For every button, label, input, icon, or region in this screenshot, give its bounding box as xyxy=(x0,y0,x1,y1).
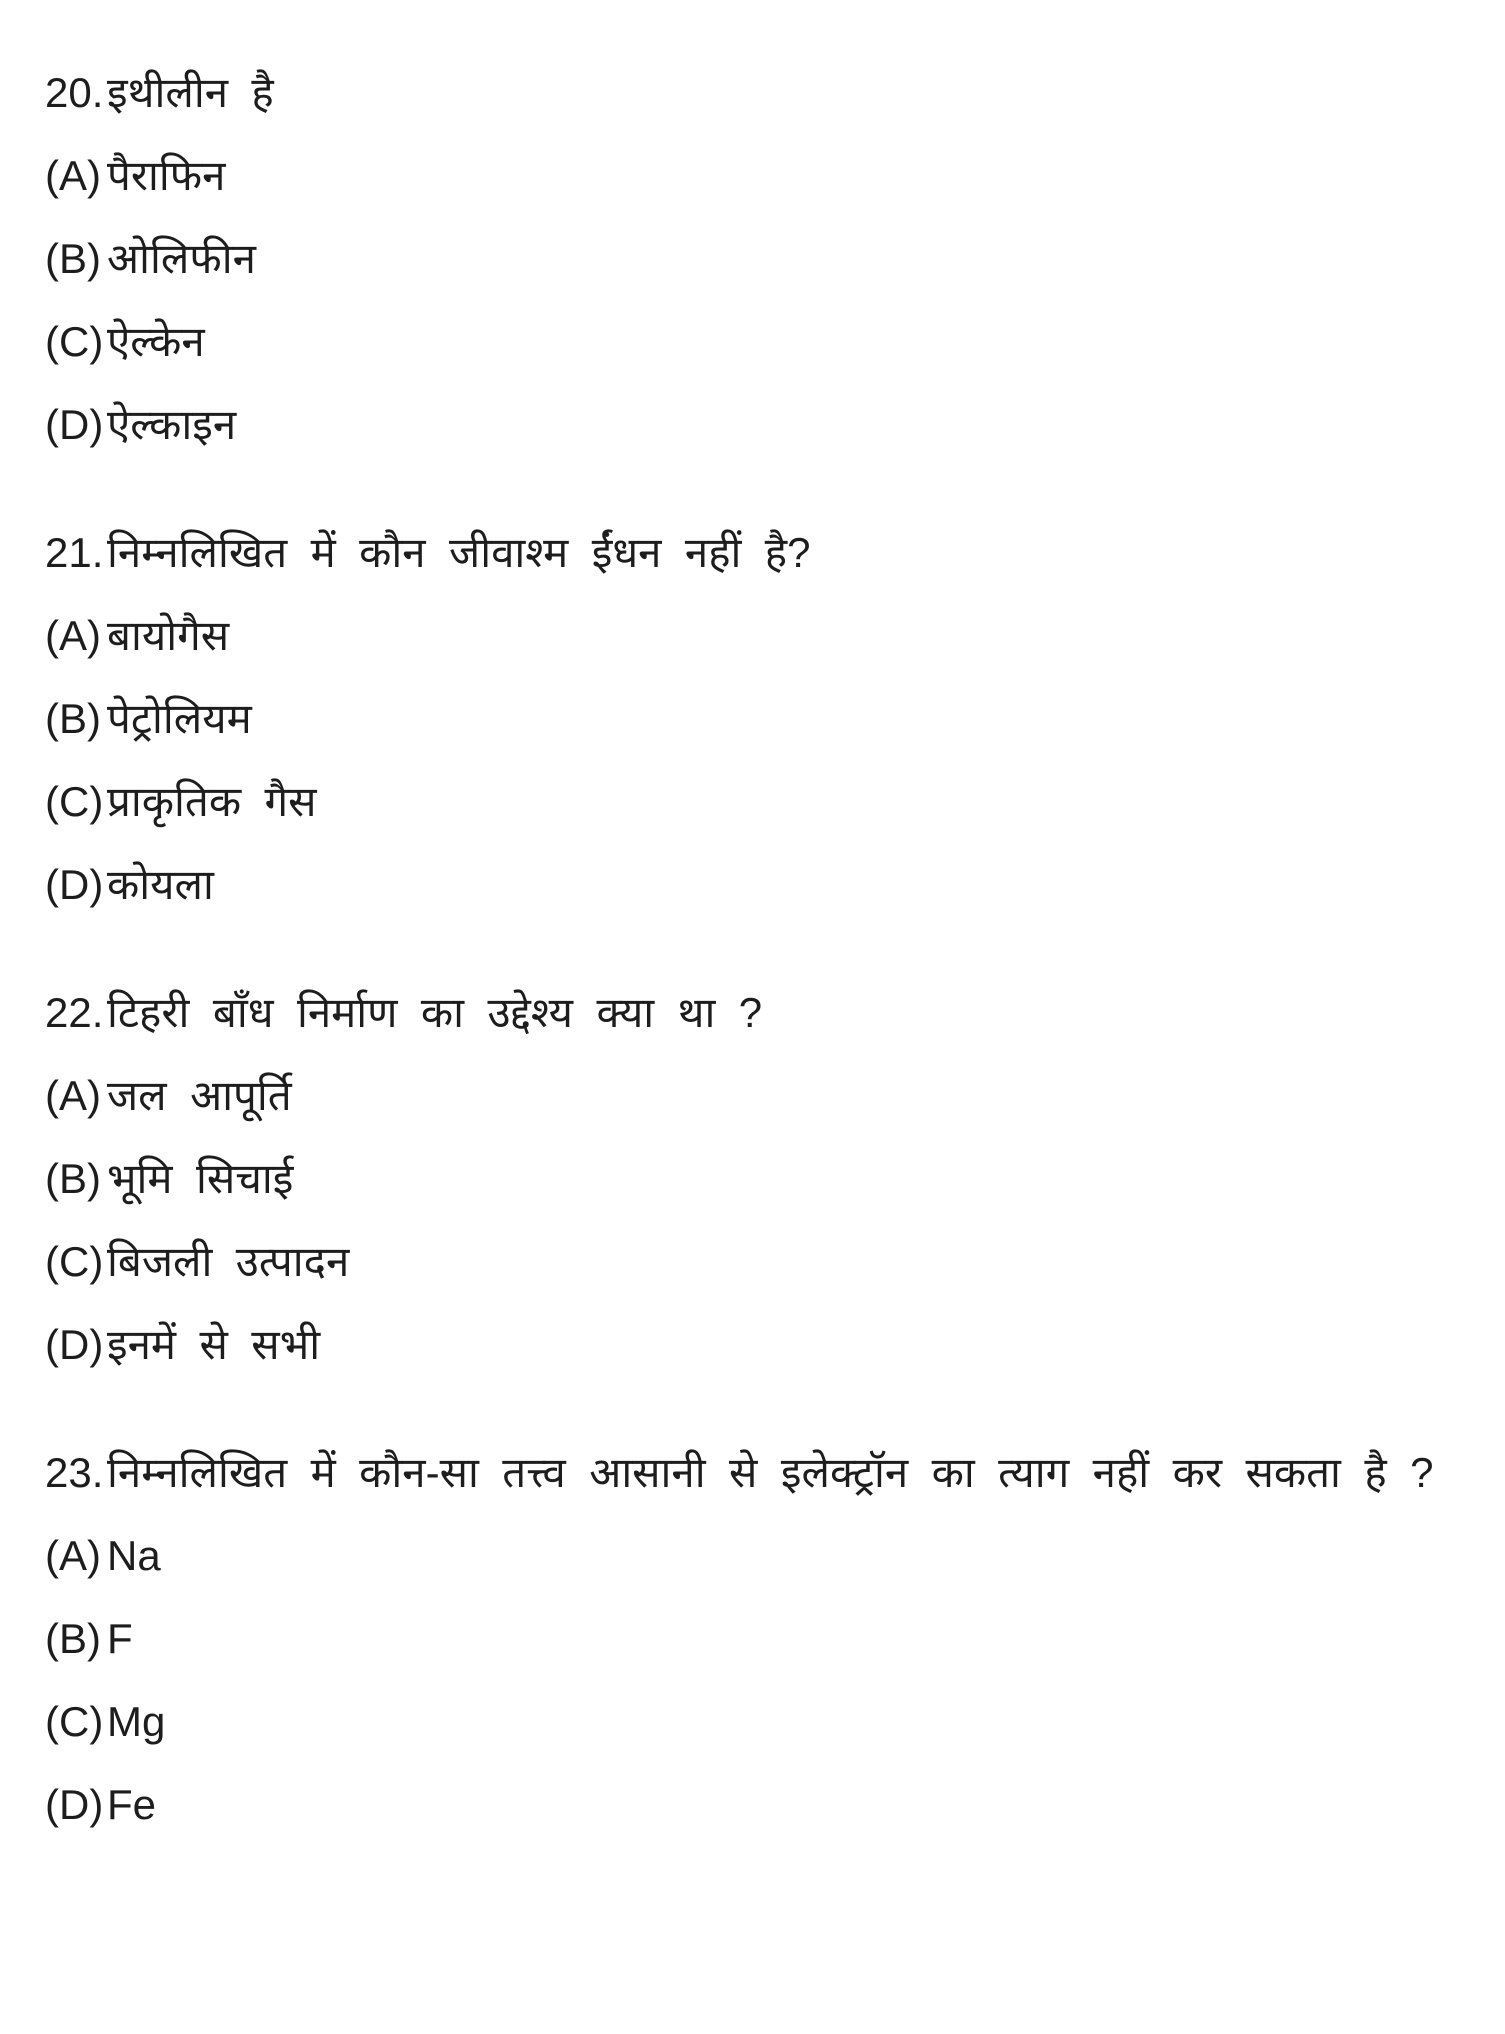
option-text: पेट्रोलियम xyxy=(107,695,252,742)
question-block-21 xyxy=(45,530,1465,908)
question-20-option-d xyxy=(45,402,1465,448)
option-label: (D) xyxy=(45,1781,104,1828)
question-21-option-b xyxy=(45,696,1465,742)
option-label: (D) xyxy=(45,1321,104,1368)
question-21 xyxy=(45,530,1465,576)
question-text: निम्नलिखित में कौन-सा तत्त्व आसानी से इलेक्ट्रॉन का त्याग नहीं कर सकता है ? xyxy=(107,1449,1434,1496)
option-text: प्राकृतिक गैस xyxy=(107,778,317,825)
question-21-option-a xyxy=(45,613,1465,659)
option-label: (B) xyxy=(45,695,101,742)
option-text: F xyxy=(107,1615,133,1662)
question-21-option-c xyxy=(45,779,1465,825)
option-text: ऐल्केन xyxy=(107,318,205,365)
question-22-option-d xyxy=(45,1322,1465,1368)
option-label: (A) xyxy=(45,1072,101,1119)
question-20-option-a xyxy=(45,153,1465,199)
option-label: (A) xyxy=(45,152,101,199)
question-23-option-b xyxy=(45,1616,1465,1662)
option-label: (B) xyxy=(45,235,101,282)
option-text: बायोगैस xyxy=(107,612,230,659)
question-20-option-b xyxy=(45,236,1465,282)
question-22-option-b xyxy=(45,1156,1465,1202)
option-label: (A) xyxy=(45,1532,101,1579)
option-label: (C) xyxy=(45,778,104,825)
option-text: बिजली उत्पादन xyxy=(107,1238,350,1285)
question-20 xyxy=(45,70,1465,116)
option-text: ऐल्काइन xyxy=(107,401,237,448)
question-20-option-c xyxy=(45,319,1465,365)
option-label: (C) xyxy=(45,1238,104,1285)
option-label: (A) xyxy=(45,612,101,659)
question-22-option-c xyxy=(45,1239,1465,1285)
option-label: (D) xyxy=(45,861,104,908)
option-text: Fe xyxy=(107,1781,157,1828)
option-text: इनमें से सभी xyxy=(107,1321,321,1368)
option-text: पैराफिन xyxy=(107,152,226,199)
option-text: कोयला xyxy=(107,861,214,908)
question-23 xyxy=(45,1450,1465,1496)
option-label: (C) xyxy=(45,1698,104,1745)
question-22-option-a xyxy=(45,1073,1465,1119)
question-23-option-a xyxy=(45,1533,1465,1579)
question-number: 23. xyxy=(45,1449,104,1496)
option-text: ओलिफीन xyxy=(107,235,256,282)
question-text: निम्नलिखित में कौन जीवाश्म ईंधन नहीं है? xyxy=(107,529,811,576)
question-number: 21. xyxy=(45,529,104,576)
option-label: (B) xyxy=(45,1155,101,1202)
question-block-22 xyxy=(45,990,1465,1368)
question-block-23 xyxy=(45,1450,1465,1828)
option-text: Na xyxy=(107,1532,161,1579)
option-text: भूमि सिचाई xyxy=(107,1155,294,1202)
option-text: जल आपूर्ति xyxy=(107,1072,292,1119)
question-23-option-c xyxy=(45,1699,1465,1745)
option-label: (B) xyxy=(45,1615,101,1662)
question-23-option-d xyxy=(45,1782,1465,1828)
question-text: टिहरी बाँध निर्माण का उद्देश्य क्या था ? xyxy=(107,989,763,1036)
question-number: 20. xyxy=(45,69,104,116)
option-label: (D) xyxy=(45,401,104,448)
option-label: (C) xyxy=(45,318,104,365)
option-text: Mg xyxy=(107,1698,166,1745)
question-number: 22. xyxy=(45,989,104,1036)
question-text: इथीलीन है xyxy=(107,69,274,116)
question-22 xyxy=(45,990,1465,1036)
question-block-20 xyxy=(45,70,1465,448)
question-21-option-d xyxy=(45,862,1465,908)
